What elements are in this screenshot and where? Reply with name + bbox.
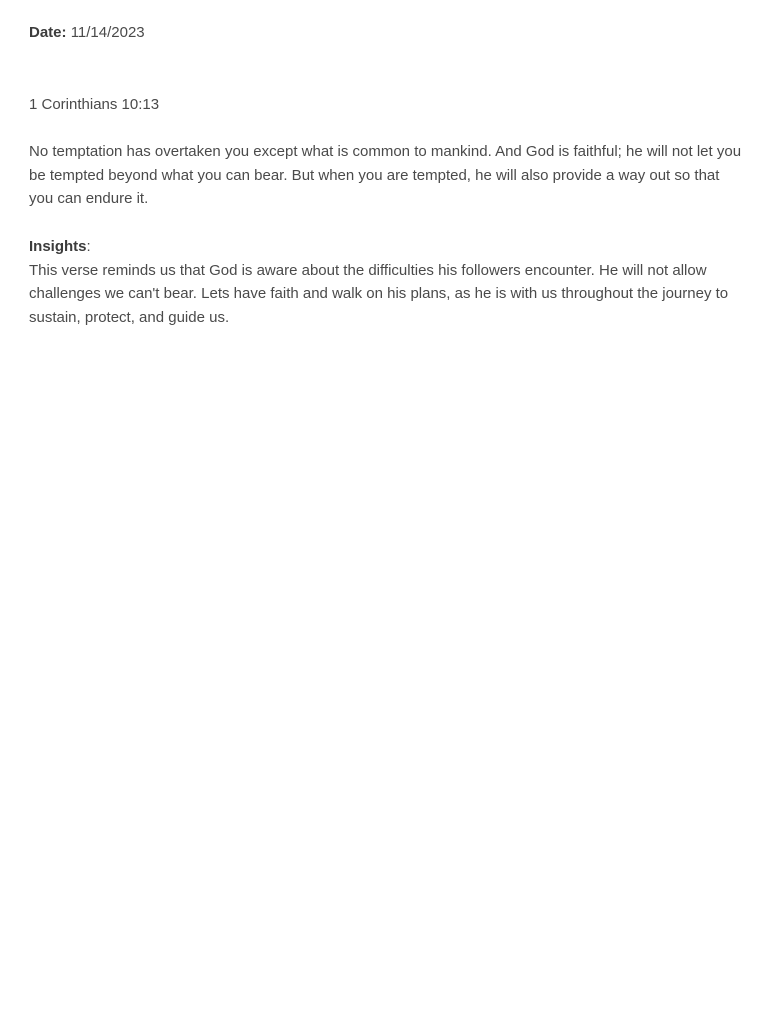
- date-value: 11/14/2023: [70, 24, 145, 41]
- verse-text: No temptation has overtaken you except what is common to mankind. And God is faithful; he will not let you be tempted beyond what you can bear. But when you are tempted, he will also provide a way out so that you can endure it.: [29, 143, 742, 208]
- insights-colon: :: [86, 237, 91, 255]
- insights-heading: [29, 235, 744, 259]
- date-line: [29, 21, 744, 45]
- insights-text: This verse reminds us that God is aware about the difficulties his followers encounter. He will not allow challenges we can't bear. Lets have faith and walk on his plans, as he is with us throughout the journey to sustain, protect, and guide us.: [29, 261, 729, 326]
- verse-reference: 1 Corinthians 10:13: [29, 95, 160, 113]
- insights-label: Insights: [29, 237, 87, 255]
- date-label: Date:: [29, 24, 67, 41]
